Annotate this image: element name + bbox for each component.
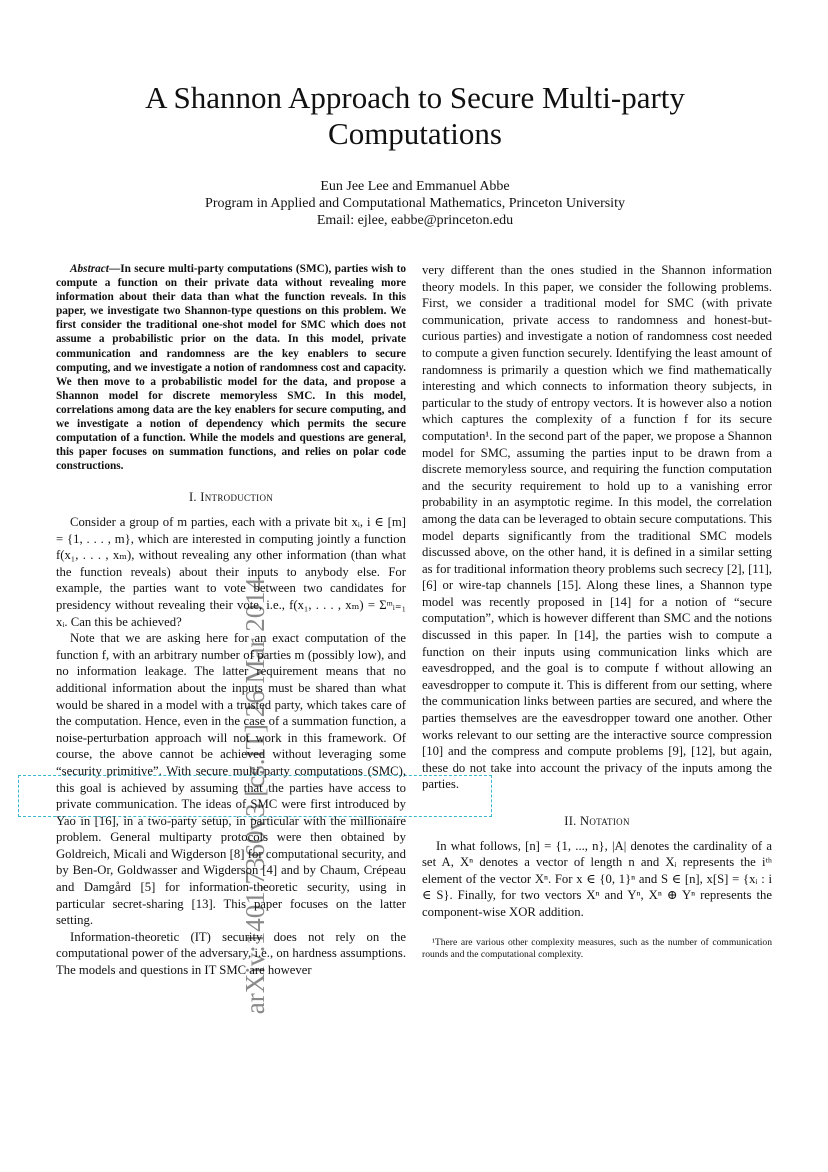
left-column (56, 262, 406, 979)
arxiv-identifier-stamp: arXiv:1401.7360v3 [cs.IT] 26 Mar 2014 (18, 775, 492, 817)
footnote: ¹There are various other complexity measures, such as the number of communication rounds and the computational complexity. (422, 936, 772, 960)
author-affiliation: Program in Applied and Computational Mathematics, Princeton University (205, 196, 625, 211)
abstract-text: —In secure multi-party computations (SMC), parties wish to compute a function on their private data without revealing more information about their data than what the function reveals. In this paper, we investigate two Shannon-type questions on this problem. We first consider the traditional one-shot model for SMC which does not assume a probabilistic prior on the data. In this model, private communication and randomness are the key enablers to secure computing, and we investigate a notion of randomness cost and capacity. We then move to a probabilistic model for the data, and propose a Shannon model for discrete memoryless SMC. In this model, correlations among data are the key enablers for secure computing, and we investigate a notion of dependency which permits the secure computation of a function. While the models and questions are general, this paper focuses on summation functions, and relies on polar code constructions. (56, 263, 406, 473)
abstract (56, 262, 406, 473)
notation-paragraph: In what follows, [n] = {1, ..., n}, |A| denotes the cardinality of a set A, Xⁿ denotes a vector of length n and Xᵢ represents the iᵗʰ element of the vector Xⁿ. For x ∈ {0, 1}ⁿ and S ∈ [n], x[S] = {xᵢ : i ∈ S}. Finally, for two vectors Xⁿ and Yⁿ, Xⁿ ⊕ Yⁿ represents the component-wise XOR addition. (422, 838, 772, 919)
intro-paragraph-3: Information-theoretic (IT) security does not rely on the computational power of the adversary, i.e., on hardness assumptions. The models and questions in IT SMC are however (56, 929, 406, 978)
intro-paragraph-2: Note that we are asking here for an exact computation of the function f, with an arbitrary number of parties m (possibly low), and no information leakage. The latter requirement means that no additional information about the inputs must be shared than what would be shared in a model with a trusted party, which takes care of the computation. Hence, even in the case of a summation function, a noise-perturbation approach will not work in this framework. Of course, the above cannot be achieved without leveraging some “security primitive”. With secure multi-party computations (SMC), this goal is achieved by assuming that the parties have access to private communication. The ideas of SMC were first introduced by Yao in [16], in a two-party setup, in particular with the millionaire problem. General multiparty protocols were then obtained by Goldreich, Micali and Wigderson [8] for computational security, and by Ben-Or, Goldwasser and Wigderson [4] and by Chaum, Crépeau and Damgård [5] for information-theoretic security, using in particular secret-sharing [13]. This paper focuses on the latter setting. (56, 631, 406, 928)
section-number: II. (564, 814, 577, 828)
intro-paragraph-1: Consider a group of m parties, each with a private bit xᵢ, i ∈ [m] = {1, . . . , m}, which are interested in computing jointly a function f(x₁, . . . , xₘ), without revealing any other information (than what the function reveals) about their inputs to anybody else. For example, the parties want to vote between two candidates for presidency without revealing their vote, i.e., f(x₁, . . . , xₘ) = Σᵐᵢ₌₁ xᵢ. Can this be achieved? (56, 515, 406, 629)
section-heading-notation (422, 813, 772, 830)
author-block (70, 178, 760, 229)
section-title: Introduction (200, 490, 274, 505)
paper-title: A Shannon Approach to Secure Multi-party Computations (145, 80, 685, 151)
intro-paragraph-continued: very different than the ones studied in the Shannon information theory models. In this paper, we consider the following problems. First, we consider a traditional model for SMC (with private communication, private access to randomness and honest-but-curious parties) and investigate a notion of randomness cost needed to compute a given function securely. Identifying the least amount of randomness is primarily a question which we find mathematically interesting and which connects to information theory subjects, in particular to the study of entropy vectors. It is however also a notion which captures the complexity of a function f for its secure computation¹. In the second part of the paper, we propose a Shannon model for SMC, assuming the parties input to be drawn from a discrete memoryless source, and requiring the function computation and the security requirement to hold up to a vanishing error probability in an asymptotic regime. In this model, the correlation among the data can be leveraged to obtain secure computations. This model departs significantly from the traditional SMC models discussed above, on the other hand, it is defined in a similar setting as for traditional information theory problems such secrecy [2], [11], [6] or wire-tap channels [15]. Along these lines, a Shannon type model was recently proposed in [14] for a notion of “secure computation”, which is however different than SMC and the notions discussed in this paper. In [14], the parties wish to compute a function on their inputs using communication links which are eavesdropped, and the goal is to compute f without allowing an eavesdropper to compute it. This is different from our setting, where the communication links between parties are secured, and where the parties themselves are the eavesdropper toward one another. Other works relevant to our setting are the interactive source compression [10] and the compress and compute problems [9], [12], but again, these do not take into account the privacy of the inputs among the parties. (422, 263, 772, 792)
abstract-label: Abstract (70, 263, 109, 275)
right-column (422, 262, 772, 970)
section-number: I. (188, 490, 197, 505)
author-email: Email: ejlee, eabbe@princeton.edu (316, 213, 514, 228)
section-heading-introduction (56, 489, 406, 506)
author-names: Eun Jee Lee and Emmanuel Abbe (320, 179, 510, 194)
section-title: Notation (580, 814, 630, 828)
